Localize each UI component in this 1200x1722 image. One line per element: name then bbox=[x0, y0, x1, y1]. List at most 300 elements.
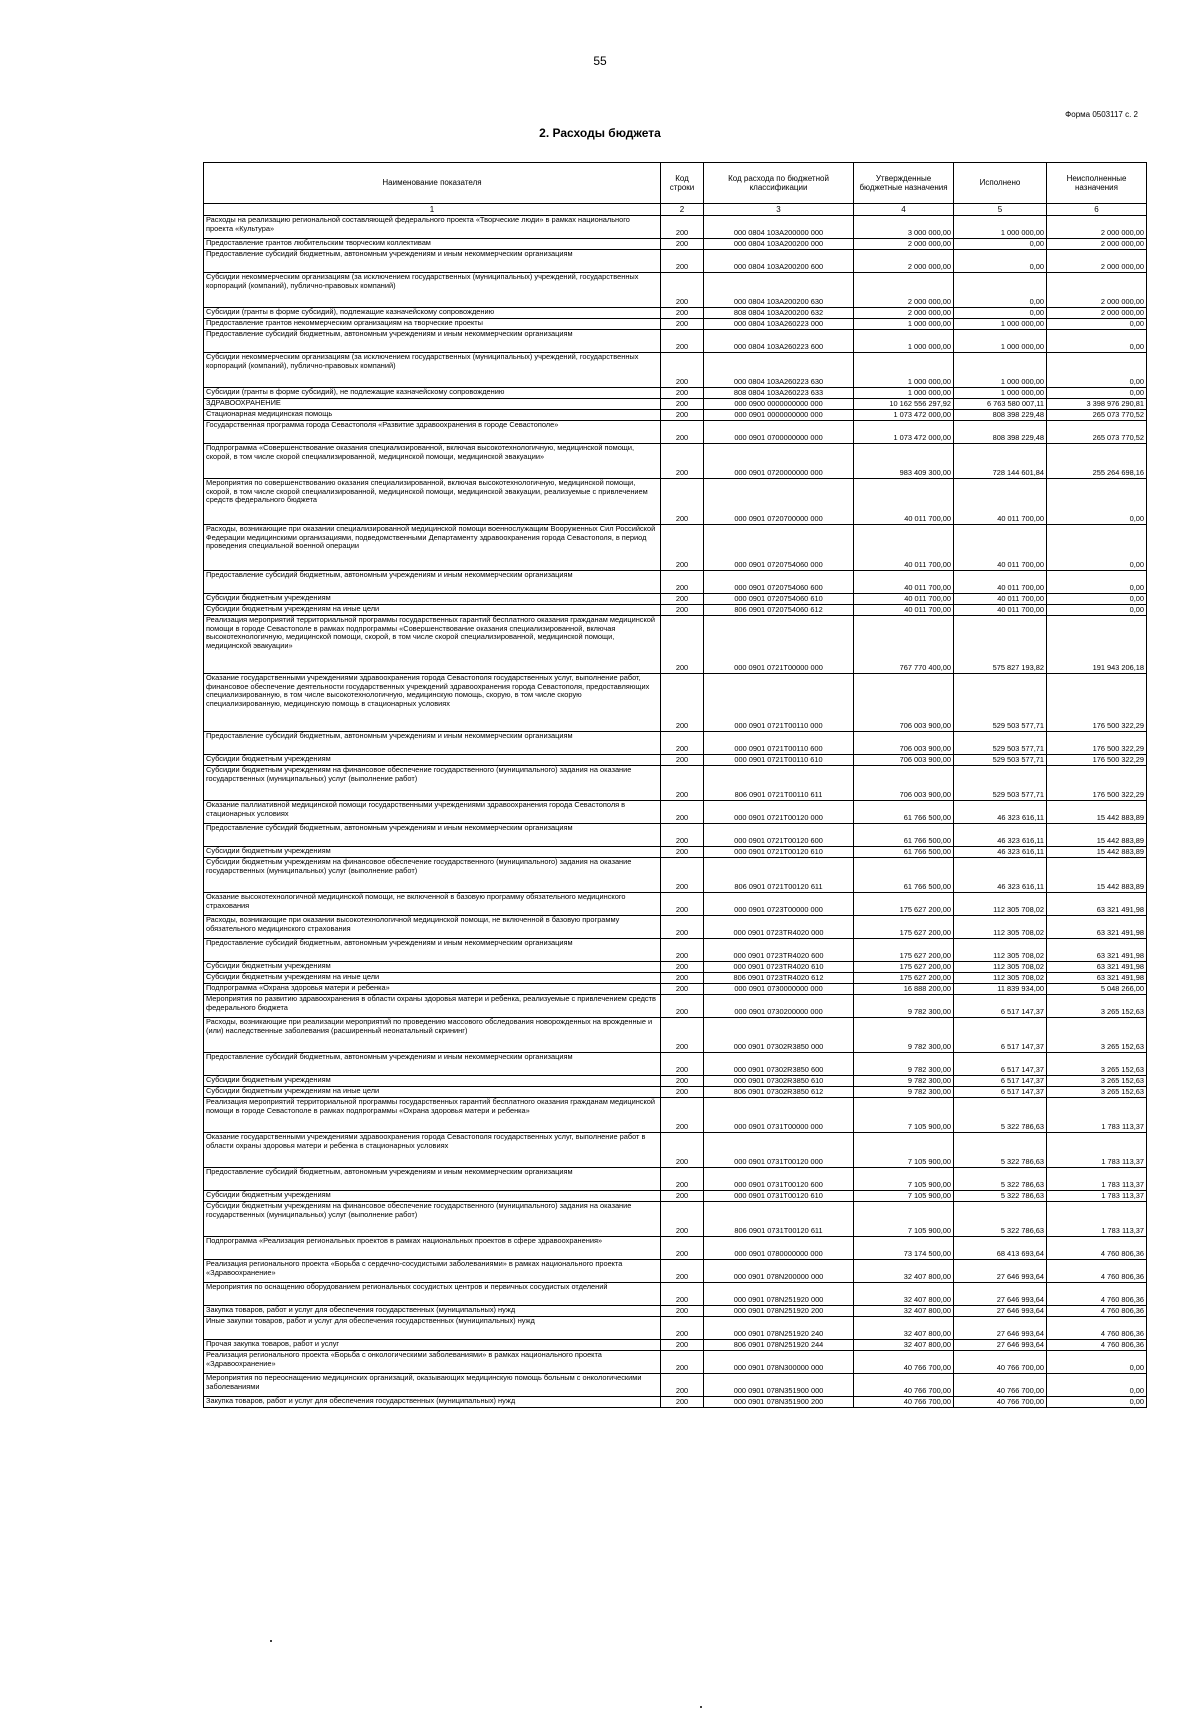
row-approved: 706 003 900,00 bbox=[854, 674, 954, 732]
row-executed: 112 305 708,02 bbox=[954, 916, 1047, 939]
row-line-code: 200 bbox=[661, 766, 704, 801]
row-line-code: 200 bbox=[661, 353, 704, 388]
row-classification-code: 000 0901 0730000000 000 bbox=[704, 984, 854, 995]
table-row bbox=[204, 1340, 1147, 1351]
table-row bbox=[204, 1168, 1147, 1191]
row-unexecuted: 2 000 000,00 bbox=[1047, 273, 1147, 308]
table-row bbox=[204, 1374, 1147, 1397]
row-unexecuted: 3 265 152,63 bbox=[1047, 1018, 1147, 1053]
row-approved: 32 407 800,00 bbox=[854, 1283, 954, 1306]
row-approved: 2 000 000,00 bbox=[854, 239, 954, 250]
table-row bbox=[204, 444, 1147, 479]
row-name: Субсидии (гранты в форме субсидий), не подлежащие казначейскому сопровождению bbox=[204, 388, 661, 399]
table-row bbox=[204, 273, 1147, 308]
row-unexecuted: 2 000 000,00 bbox=[1047, 308, 1147, 319]
row-classification-code: 000 0901 0721T00000 000 bbox=[704, 616, 854, 674]
row-name: Прочая закупка товаров, работ и услуг bbox=[204, 1340, 661, 1351]
row-executed: 40 011 700,00 bbox=[954, 479, 1047, 525]
row-line-code: 200 bbox=[661, 1374, 704, 1397]
row-classification-code: 806 0901 0723TR4020 612 bbox=[704, 973, 854, 984]
row-line-code: 200 bbox=[661, 444, 704, 479]
row-line-code: 200 bbox=[661, 479, 704, 525]
row-unexecuted: 3 265 152,63 bbox=[1047, 995, 1147, 1018]
row-approved: 61 766 500,00 bbox=[854, 847, 954, 858]
row-classification-code: 808 0804 103A200200 632 bbox=[704, 308, 854, 319]
row-classification-code: 806 0901 0721T00120 611 bbox=[704, 858, 854, 893]
row-classification-code: 000 0901 07302R3850 600 bbox=[704, 1053, 854, 1076]
row-name: Субсидии бюджетным учреждениям на иные цели bbox=[204, 973, 661, 984]
row-executed: 6 763 580 007,11 bbox=[954, 399, 1047, 410]
row-executed: 1 000 000,00 bbox=[954, 353, 1047, 388]
table-row bbox=[204, 1237, 1147, 1260]
row-line-code: 200 bbox=[661, 571, 704, 594]
row-line-code: 200 bbox=[661, 1237, 704, 1260]
column-number-row bbox=[204, 204, 1147, 216]
row-name: Подпрограмма «Охрана здоровья матери и ребенка» bbox=[204, 984, 661, 995]
table-row bbox=[204, 605, 1147, 616]
row-classification-code: 000 0804 103A260223 630 bbox=[704, 353, 854, 388]
row-executed: 1 000 000,00 bbox=[954, 330, 1047, 353]
row-name: Субсидии бюджетным учреждениям bbox=[204, 594, 661, 605]
row-approved: 706 003 900,00 bbox=[854, 755, 954, 766]
table-row bbox=[204, 1202, 1147, 1237]
row-line-code: 200 bbox=[661, 847, 704, 858]
row-executed: 11 839 934,00 bbox=[954, 984, 1047, 995]
row-approved: 706 003 900,00 bbox=[854, 732, 954, 755]
row-line-code: 200 bbox=[661, 1202, 704, 1237]
table-row bbox=[204, 1098, 1147, 1133]
row-name: Предоставление грантов некоммерческим организациям на творческие проекты bbox=[204, 319, 661, 330]
row-classification-code: 000 0901 07302R3850 000 bbox=[704, 1018, 854, 1053]
row-line-code: 200 bbox=[661, 1076, 704, 1087]
form-reference: Форма 0503117 с. 2 bbox=[1065, 110, 1138, 119]
row-line-code: 200 bbox=[661, 755, 704, 766]
row-unexecuted: 265 073 770,52 bbox=[1047, 421, 1147, 444]
row-executed: 46 323 616,11 bbox=[954, 824, 1047, 847]
header-unexecuted: Неисполненные назначения bbox=[1047, 163, 1147, 204]
table-row bbox=[204, 962, 1147, 973]
row-executed: 6 517 147,37 bbox=[954, 1087, 1047, 1098]
table-row bbox=[204, 1133, 1147, 1168]
row-name: Предоставление субсидий бюджетным, автономным учреждениям и иным некоммерческим организациям bbox=[204, 330, 661, 353]
header-classification-code: Код расхода по бюджетной классификации bbox=[704, 163, 854, 204]
row-classification-code: 806 0901 0720754060 612 bbox=[704, 605, 854, 616]
col-number: 5 bbox=[954, 204, 1047, 216]
table-row bbox=[204, 1317, 1147, 1340]
row-approved: 32 407 800,00 bbox=[854, 1317, 954, 1340]
table-row bbox=[204, 1397, 1147, 1408]
row-unexecuted: 2 000 000,00 bbox=[1047, 216, 1147, 239]
row-unexecuted: 4 760 806,36 bbox=[1047, 1260, 1147, 1283]
row-unexecuted: 3 265 152,63 bbox=[1047, 1087, 1147, 1098]
col-number: 4 bbox=[854, 204, 954, 216]
row-executed: 27 646 993,64 bbox=[954, 1306, 1047, 1317]
row-classification-code: 806 0901 0721T00110 611 bbox=[704, 766, 854, 801]
col-number: 3 bbox=[704, 204, 854, 216]
row-approved: 2 000 000,00 bbox=[854, 273, 954, 308]
row-executed: 5 322 786,63 bbox=[954, 1191, 1047, 1202]
row-unexecuted: 63 321 491,98 bbox=[1047, 939, 1147, 962]
row-executed: 27 646 993,64 bbox=[954, 1317, 1047, 1340]
row-approved: 3 000 000,00 bbox=[854, 216, 954, 239]
row-name: ЗДРАВООХРАНЕНИЕ bbox=[204, 399, 661, 410]
row-classification-code: 000 0804 103A260223 600 bbox=[704, 330, 854, 353]
row-line-code: 200 bbox=[661, 1283, 704, 1306]
row-classification-code: 000 0901 0720754060 000 bbox=[704, 525, 854, 571]
row-line-code: 200 bbox=[661, 984, 704, 995]
row-name: Субсидии бюджетным учреждениям bbox=[204, 1076, 661, 1087]
row-approved: 1 000 000,00 bbox=[854, 330, 954, 353]
row-name: Мероприятия по развитию здравоохранения в области охраны здоровья матери и ребенка, реализуемые с привлечением средств федерального бюджета bbox=[204, 995, 661, 1018]
row-approved: 2 000 000,00 bbox=[854, 250, 954, 273]
table-row bbox=[204, 399, 1147, 410]
table-row bbox=[204, 239, 1147, 250]
row-classification-code: 808 0804 103A260223 633 bbox=[704, 388, 854, 399]
row-approved: 175 627 200,00 bbox=[854, 962, 954, 973]
row-approved: 2 000 000,00 bbox=[854, 308, 954, 319]
row-executed: 1 000 000,00 bbox=[954, 319, 1047, 330]
row-executed: 6 517 147,37 bbox=[954, 1053, 1047, 1076]
scan-speck bbox=[700, 1706, 702, 1708]
row-name: Субсидии бюджетным учреждениям bbox=[204, 847, 661, 858]
row-executed: 6 517 147,37 bbox=[954, 995, 1047, 1018]
row-executed: 5 322 786,63 bbox=[954, 1133, 1047, 1168]
row-name: Оказание высокотехнологичной медицинской помощи, не включенной в базовую программу обязательного медицинского страхования bbox=[204, 893, 661, 916]
table-row bbox=[204, 388, 1147, 399]
row-approved: 9 782 300,00 bbox=[854, 1076, 954, 1087]
row-line-code: 200 bbox=[661, 995, 704, 1018]
expenses-table bbox=[203, 162, 1147, 1408]
row-unexecuted: 4 760 806,36 bbox=[1047, 1340, 1147, 1351]
table-row bbox=[204, 1260, 1147, 1283]
row-line-code: 200 bbox=[661, 216, 704, 239]
row-classification-code: 000 0804 103A200000 000 bbox=[704, 216, 854, 239]
row-approved: 7 105 900,00 bbox=[854, 1133, 954, 1168]
row-unexecuted: 63 321 491,98 bbox=[1047, 893, 1147, 916]
row-line-code: 200 bbox=[661, 273, 704, 308]
row-line-code: 200 bbox=[661, 388, 704, 399]
row-classification-code: 000 0901 0731T00120 610 bbox=[704, 1191, 854, 1202]
row-executed: 40 011 700,00 bbox=[954, 594, 1047, 605]
table-row bbox=[204, 674, 1147, 732]
table-row bbox=[204, 1283, 1147, 1306]
table-row bbox=[204, 858, 1147, 893]
row-classification-code: 000 0901 0731T00120 000 bbox=[704, 1133, 854, 1168]
table-row bbox=[204, 732, 1147, 755]
col-number: 6 bbox=[1047, 204, 1147, 216]
row-classification-code: 000 0901 0723TR4020 600 bbox=[704, 939, 854, 962]
row-approved: 9 782 300,00 bbox=[854, 1053, 954, 1076]
row-unexecuted: 176 500 322,29 bbox=[1047, 732, 1147, 755]
row-executed: 6 517 147,37 bbox=[954, 1018, 1047, 1053]
row-executed: 0,00 bbox=[954, 308, 1047, 319]
row-name: Предоставление субсидий бюджетным, автономным учреждениям и иным некоммерческим организациям bbox=[204, 732, 661, 755]
header-approved: Утвержденные бюджетные назначения bbox=[854, 163, 954, 204]
row-approved: 767 770 400,00 bbox=[854, 616, 954, 674]
row-classification-code: 000 0901 0721T00110 000 bbox=[704, 674, 854, 732]
row-approved: 9 782 300,00 bbox=[854, 995, 954, 1018]
table-row bbox=[204, 594, 1147, 605]
row-approved: 40 766 700,00 bbox=[854, 1397, 954, 1408]
row-name: Предоставление субсидий бюджетным, автономным учреждениям и иным некоммерческим организациям bbox=[204, 939, 661, 962]
row-unexecuted: 265 073 770,52 bbox=[1047, 410, 1147, 421]
table-row bbox=[204, 308, 1147, 319]
row-line-code: 200 bbox=[661, 1191, 704, 1202]
row-unexecuted: 191 943 206,18 bbox=[1047, 616, 1147, 674]
row-classification-code: 000 0901 07302R3850 610 bbox=[704, 1076, 854, 1087]
row-executed: 46 323 616,11 bbox=[954, 801, 1047, 824]
row-name: Реализация мероприятий территориальной программы государственных гарантий бесплатного оказания гражданам медицинской помощи в городе Севастополе в рамках подпрограммы «Охрана здоровья матери и ребенка» bbox=[204, 1098, 661, 1133]
row-unexecuted: 0,00 bbox=[1047, 353, 1147, 388]
row-name: Оказание государственными учреждениями здравоохранения города Севастополя государственных услуг, выполнение работ, финансовое обеспечение деятельности государственных учреждений здравоохранения города Севастополя, предоставляющих специализированную, в том числе высокотехнологичную, медицинскую помощь, скорую, в том числе скорую специализированную, медицинскую помощь в стационарных условиях bbox=[204, 674, 661, 732]
row-classification-code: 000 0901 078N351900 000 bbox=[704, 1374, 854, 1397]
row-name: Предоставление субсидий бюджетным, автономным учреждениям и иным некоммерческим организациям bbox=[204, 250, 661, 273]
row-executed: 112 305 708,02 bbox=[954, 939, 1047, 962]
row-line-code: 200 bbox=[661, 1306, 704, 1317]
header-line-code: Код строки bbox=[661, 163, 704, 204]
row-classification-code: 806 0901 07302R3850 612 bbox=[704, 1087, 854, 1098]
row-unexecuted: 4 760 806,36 bbox=[1047, 1317, 1147, 1340]
row-line-code: 200 bbox=[661, 916, 704, 939]
row-approved: 7 105 900,00 bbox=[854, 1191, 954, 1202]
row-unexecuted: 15 442 883,89 bbox=[1047, 847, 1147, 858]
row-unexecuted: 2 000 000,00 bbox=[1047, 239, 1147, 250]
row-executed: 46 323 616,11 bbox=[954, 847, 1047, 858]
row-unexecuted: 176 500 322,29 bbox=[1047, 766, 1147, 801]
row-line-code: 200 bbox=[661, 824, 704, 847]
row-name: Реализация мероприятий территориальной программы государственных гарантий бесплатного оказания гражданам медицинской помощи в городе Севастополе в рамках подпрограммы «Совершенствование оказания специализированной, включая высокотехнологичную, медицинской помощи, скорой, в том числе скорой специализированной, медицинской помощи, медицинской эвакуации» bbox=[204, 616, 661, 674]
row-unexecuted: 0,00 bbox=[1047, 1374, 1147, 1397]
row-classification-code: 806 0901 0731T00120 611 bbox=[704, 1202, 854, 1237]
table-row bbox=[204, 525, 1147, 571]
row-classification-code: 000 0901 0721T00110 610 bbox=[704, 755, 854, 766]
row-name: Государственная программа города Севастополя «Развитие здравоохранения в городе Севастополе» bbox=[204, 421, 661, 444]
row-line-code: 200 bbox=[661, 1168, 704, 1191]
row-unexecuted: 176 500 322,29 bbox=[1047, 674, 1147, 732]
col-number: 2 bbox=[661, 204, 704, 216]
row-approved: 9 782 300,00 bbox=[854, 1018, 954, 1053]
row-approved: 40 011 700,00 bbox=[854, 594, 954, 605]
row-classification-code: 000 0901 0000000000 000 bbox=[704, 410, 854, 421]
row-line-code: 200 bbox=[661, 605, 704, 616]
header-row bbox=[204, 163, 1147, 204]
row-line-code: 200 bbox=[661, 732, 704, 755]
row-name: Расходы, возникающие при оказании высокотехнологичной медицинской помощи, не включенной в базовую программу обязательного медицинского страхования bbox=[204, 916, 661, 939]
row-classification-code: 000 0901 0780000000 000 bbox=[704, 1237, 854, 1260]
row-executed: 40 766 700,00 bbox=[954, 1351, 1047, 1374]
row-executed: 40 766 700,00 bbox=[954, 1374, 1047, 1397]
row-classification-code: 000 0901 0723TR4020 000 bbox=[704, 916, 854, 939]
row-approved: 61 766 500,00 bbox=[854, 858, 954, 893]
row-name: Предоставление грантов любительским творческим коллективам bbox=[204, 239, 661, 250]
row-approved: 1 073 472 000,00 bbox=[854, 421, 954, 444]
row-classification-code: 000 0901 0720000000 000 bbox=[704, 444, 854, 479]
row-name: Мероприятия по оснащению оборудованием региональных сосудистых центров и первичных сосудистых отделений bbox=[204, 1283, 661, 1306]
row-executed: 40 766 700,00 bbox=[954, 1397, 1047, 1408]
row-name: Субсидии бюджетным учреждениям на иные цели bbox=[204, 1087, 661, 1098]
row-unexecuted: 255 264 698,16 bbox=[1047, 444, 1147, 479]
row-classification-code: 000 0901 0700000000 000 bbox=[704, 421, 854, 444]
row-approved: 32 407 800,00 bbox=[854, 1340, 954, 1351]
row-unexecuted: 5 048 266,00 bbox=[1047, 984, 1147, 995]
row-classification-code: 000 0901 0730200000 000 bbox=[704, 995, 854, 1018]
row-approved: 16 888 200,00 bbox=[854, 984, 954, 995]
row-executed: 808 398 229,48 bbox=[954, 410, 1047, 421]
row-unexecuted: 1 783 113,37 bbox=[1047, 1168, 1147, 1191]
row-unexecuted: 0,00 bbox=[1047, 571, 1147, 594]
row-line-code: 200 bbox=[661, 1133, 704, 1168]
table-row bbox=[204, 1053, 1147, 1076]
row-name: Субсидии бюджетным учреждениям на финансовое обеспечение государственного (муниципального) задания на оказание государственных (муниципальных) услуг (выполнение работ) bbox=[204, 858, 661, 893]
row-approved: 32 407 800,00 bbox=[854, 1260, 954, 1283]
row-name: Субсидии (гранты в форме субсидий), подлежащие казначейскому сопровождению bbox=[204, 308, 661, 319]
row-line-code: 200 bbox=[661, 1018, 704, 1053]
table-row bbox=[204, 1351, 1147, 1374]
row-line-code: 200 bbox=[661, 308, 704, 319]
table-row bbox=[204, 801, 1147, 824]
row-executed: 6 517 147,37 bbox=[954, 1076, 1047, 1087]
row-name: Реализация регионального проекта «Борьба с онкологическими заболеваниями» в рамках национального проекта «Здравоохранение» bbox=[204, 1351, 661, 1374]
row-name: Оказание государственными учреждениями здравоохранения города Севастополя государственных услуг, выполнение работ в области охраны здоровья матери и ребенка в стационарных условиях bbox=[204, 1133, 661, 1168]
row-executed: 529 503 577,71 bbox=[954, 732, 1047, 755]
row-name: Расходы, возникающие при реализации мероприятий по проведению массового обследования новорожденных на врожденные и (или) наследственные заболевания (расширенный неонатальный скрининг) bbox=[204, 1018, 661, 1053]
row-approved: 40 011 700,00 bbox=[854, 571, 954, 594]
row-line-code: 200 bbox=[661, 399, 704, 410]
row-approved: 40 766 700,00 bbox=[854, 1351, 954, 1374]
row-classification-code: 806 0901 078N251920 244 bbox=[704, 1340, 854, 1351]
row-unexecuted: 63 321 491,98 bbox=[1047, 973, 1147, 984]
row-unexecuted: 1 783 113,37 bbox=[1047, 1191, 1147, 1202]
row-approved: 9 782 300,00 bbox=[854, 1087, 954, 1098]
row-approved: 983 409 300,00 bbox=[854, 444, 954, 479]
row-unexecuted: 0,00 bbox=[1047, 388, 1147, 399]
row-classification-code: 000 0901 0720754060 610 bbox=[704, 594, 854, 605]
table-row bbox=[204, 973, 1147, 984]
row-executed: 5 322 786,63 bbox=[954, 1202, 1047, 1237]
row-executed: 529 503 577,71 bbox=[954, 755, 1047, 766]
header-name: Наименование показателя bbox=[204, 163, 661, 204]
page-number: 55 bbox=[593, 54, 607, 68]
row-classification-code: 000 0901 0721T00120 610 bbox=[704, 847, 854, 858]
row-name: Субсидии бюджетным учреждениям bbox=[204, 1191, 661, 1202]
table-row bbox=[204, 330, 1147, 353]
row-name: Субсидии бюджетным учреждениям на иные цели bbox=[204, 605, 661, 616]
row-unexecuted: 0,00 bbox=[1047, 525, 1147, 571]
section-title: 2. Расходы бюджета bbox=[539, 126, 661, 140]
row-classification-code: 000 0901 078N300000 000 bbox=[704, 1351, 854, 1374]
row-line-code: 200 bbox=[661, 1397, 704, 1408]
table-row bbox=[204, 616, 1147, 674]
row-executed: 46 323 616,11 bbox=[954, 858, 1047, 893]
row-classification-code: 000 0901 0721T00120 000 bbox=[704, 801, 854, 824]
table-row bbox=[204, 353, 1147, 388]
row-unexecuted: 4 760 806,36 bbox=[1047, 1283, 1147, 1306]
row-unexecuted: 2 000 000,00 bbox=[1047, 250, 1147, 273]
row-approved: 1 000 000,00 bbox=[854, 388, 954, 399]
row-line-code: 200 bbox=[661, 410, 704, 421]
row-line-code: 200 bbox=[661, 893, 704, 916]
row-executed: 27 646 993,64 bbox=[954, 1260, 1047, 1283]
row-line-code: 200 bbox=[661, 858, 704, 893]
row-unexecuted: 1 783 113,37 bbox=[1047, 1098, 1147, 1133]
row-approved: 1 073 472 000,00 bbox=[854, 410, 954, 421]
row-classification-code: 000 0901 0723TR4020 610 bbox=[704, 962, 854, 973]
row-approved: 7 105 900,00 bbox=[854, 1202, 954, 1237]
scan-speck bbox=[270, 1640, 272, 1642]
row-line-code: 200 bbox=[661, 1260, 704, 1283]
row-approved: 175 627 200,00 bbox=[854, 973, 954, 984]
row-approved: 61 766 500,00 bbox=[854, 801, 954, 824]
row-classification-code: 000 0901 0723T00000 000 bbox=[704, 893, 854, 916]
row-name: Субсидии бюджетным учреждениям на финансовое обеспечение государственного (муниципального) задания на оказание государственных (муниципальных) услуг (выполнение работ) bbox=[204, 1202, 661, 1237]
row-approved: 175 627 200,00 bbox=[854, 893, 954, 916]
row-line-code: 200 bbox=[661, 962, 704, 973]
row-unexecuted: 15 442 883,89 bbox=[1047, 858, 1147, 893]
row-line-code: 200 bbox=[661, 319, 704, 330]
row-name: Подпрограмма «Совершенствование оказания специализированной, включая высокотехнологичную, медицинской помощи, скорой, в том числе скорой специализированной, медицинской помощи, медицинской эвакуации» bbox=[204, 444, 661, 479]
row-unexecuted: 15 442 883,89 bbox=[1047, 824, 1147, 847]
table-row bbox=[204, 893, 1147, 916]
row-classification-code: 000 0901 078N251920 000 bbox=[704, 1283, 854, 1306]
table-row bbox=[204, 824, 1147, 847]
table-row bbox=[204, 1076, 1147, 1087]
row-classification-code: 000 0900 0000000000 000 bbox=[704, 399, 854, 410]
row-line-code: 200 bbox=[661, 674, 704, 732]
row-unexecuted: 0,00 bbox=[1047, 330, 1147, 353]
row-line-code: 200 bbox=[661, 801, 704, 824]
row-name: Реализация регионального проекта «Борьба с сердечно-сосудистыми заболеваниями» в рамках национального проекта «Здравоохранение» bbox=[204, 1260, 661, 1283]
table-row bbox=[204, 916, 1147, 939]
col-number: 1 bbox=[204, 204, 661, 216]
row-unexecuted: 0,00 bbox=[1047, 605, 1147, 616]
row-unexecuted: 3 398 976 290,81 bbox=[1047, 399, 1147, 410]
row-approved: 175 627 200,00 bbox=[854, 916, 954, 939]
table-row bbox=[204, 995, 1147, 1018]
row-executed: 808 398 229,48 bbox=[954, 421, 1047, 444]
row-classification-code: 000 0901 0720754060 600 bbox=[704, 571, 854, 594]
row-name: Стационарная медицинская помощь bbox=[204, 410, 661, 421]
row-name: Предоставление субсидий бюджетным, автономным учреждениям и иным некоммерческим организациям bbox=[204, 1053, 661, 1076]
row-name: Субсидии некоммерческим организациям (за исключением государственных (муниципальных) учреждений, государственных корпораций (компаний), публично-правовых компаний) bbox=[204, 273, 661, 308]
row-approved: 706 003 900,00 bbox=[854, 766, 954, 801]
row-executed: 0,00 bbox=[954, 239, 1047, 250]
row-name: Расходы на реализацию региональной составляющей федерального проекта «Творческие люди» в рамках национального проекта «Культура» bbox=[204, 216, 661, 239]
row-line-code: 200 bbox=[661, 616, 704, 674]
row-classification-code: 000 0901 078N351900 200 bbox=[704, 1397, 854, 1408]
row-executed: 40 011 700,00 bbox=[954, 605, 1047, 616]
row-executed: 27 646 993,64 bbox=[954, 1283, 1047, 1306]
row-line-code: 200 bbox=[661, 1351, 704, 1374]
row-approved: 1 000 000,00 bbox=[854, 319, 954, 330]
row-executed: 1 000 000,00 bbox=[954, 388, 1047, 399]
table-row bbox=[204, 847, 1147, 858]
row-classification-code: 000 0804 103A200200 000 bbox=[704, 239, 854, 250]
row-approved: 1 000 000,00 bbox=[854, 353, 954, 388]
row-unexecuted: 0,00 bbox=[1047, 319, 1147, 330]
row-line-code: 200 bbox=[661, 525, 704, 571]
row-name: Субсидии бюджетным учреждениям bbox=[204, 962, 661, 973]
row-classification-code: 000 0901 0731T00000 000 bbox=[704, 1098, 854, 1133]
row-executed: 1 000 000,00 bbox=[954, 216, 1047, 239]
row-executed: 529 503 577,71 bbox=[954, 766, 1047, 801]
table-body bbox=[204, 216, 1147, 1408]
row-name: Подпрограмма «Реализация региональных проектов в рамках национальных проектов в сфере здравоохранения» bbox=[204, 1237, 661, 1260]
row-unexecuted: 0,00 bbox=[1047, 1397, 1147, 1408]
row-executed: 575 827 193,82 bbox=[954, 616, 1047, 674]
row-line-code: 200 bbox=[661, 421, 704, 444]
row-classification-code: 000 0901 078N251920 200 bbox=[704, 1306, 854, 1317]
row-unexecuted: 4 760 806,36 bbox=[1047, 1306, 1147, 1317]
